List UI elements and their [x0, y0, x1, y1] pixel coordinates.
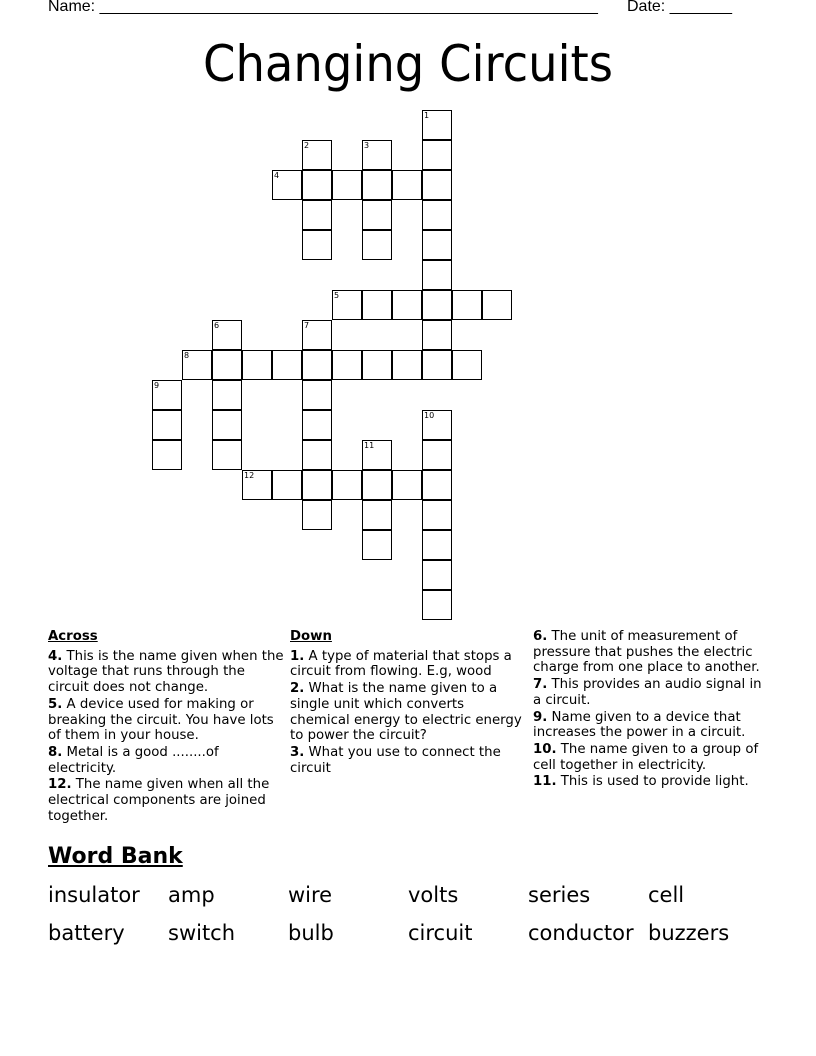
grid-cell[interactable] [272, 350, 302, 380]
grid-cell[interactable] [422, 470, 452, 500]
word-bank-word: conductor [528, 921, 634, 945]
grid-cell[interactable] [302, 440, 332, 470]
word-bank-word: buzzers [648, 921, 730, 945]
clue-item [290, 649, 526, 680]
grid-cell[interactable] [392, 350, 422, 380]
grid-cell[interactable] [422, 590, 452, 620]
grid-cell[interactable] [212, 320, 242, 350]
grid-cell[interactable] [302, 140, 332, 170]
grid-cell[interactable] [422, 260, 452, 290]
clue-item-text: What is the name given to a single unit which converts chemical energy to electric energy to power the circuit? [290, 681, 522, 744]
grid-cell[interactable] [362, 290, 392, 320]
clue-item [533, 629, 769, 676]
grid-cell[interactable] [152, 440, 182, 470]
grid-cell[interactable] [422, 530, 452, 560]
word-bank-word: battery [48, 921, 125, 945]
clue-item-text: This is used to provide light. [556, 774, 749, 790]
clue-number: 9 [154, 381, 160, 390]
grid-cell[interactable] [362, 200, 392, 230]
grid-cell[interactable] [332, 170, 362, 200]
clue-number: 8 [184, 351, 190, 360]
across-heading: Across [48, 629, 98, 644]
grid-cell[interactable] [422, 110, 452, 140]
grid-cell[interactable] [422, 500, 452, 530]
word-bank-word: amp [168, 883, 215, 907]
grid-cell[interactable] [302, 500, 332, 530]
clue-item-number: 5. [48, 696, 63, 712]
grid-cell[interactable] [482, 290, 512, 320]
clue-item-number: 12. [48, 777, 72, 793]
grid-cell[interactable] [422, 320, 452, 350]
grid-cell[interactable] [422, 440, 452, 470]
name-date-line [48, 0, 768, 20]
clue-item-text: This is the name given when the voltage that runs through the circuit does not change. [48, 648, 284, 696]
word-bank-word: series [528, 883, 591, 907]
across-clues [48, 629, 284, 825]
grid-cell[interactable] [392, 470, 422, 500]
grid-cell[interactable] [422, 410, 452, 440]
grid-cell[interactable] [212, 380, 242, 410]
grid-cell[interactable] [212, 350, 242, 380]
clue-item-number: 2. [290, 681, 305, 697]
clue-item [48, 777, 284, 824]
clue-item [533, 677, 769, 708]
grid-cell[interactable] [272, 470, 302, 500]
clue-item-text: The unit of measurement of pressure that pushes the electric charge from one place to another. [533, 629, 760, 676]
word-bank-word: volts [408, 883, 459, 907]
grid-cell[interactable] [452, 350, 482, 380]
clue-number: 10 [424, 411, 435, 420]
clue-item-number: 3. [290, 744, 305, 760]
word-bank-word: bulb [288, 921, 334, 945]
grid-cell[interactable] [152, 410, 182, 440]
clue-item-text: A device used for making or breaking the circuit. You have lots of them in your house. [48, 696, 274, 744]
grid-cell[interactable] [302, 230, 332, 260]
grid-cell[interactable] [362, 230, 392, 260]
date-label: Date: _______ [627, 0, 732, 15]
grid-cell[interactable] [422, 290, 452, 320]
clue-item-text: This provides an audio signal in a circuit. [533, 677, 762, 708]
grid-cell[interactable] [332, 470, 362, 500]
clue-item-number: 11. [533, 774, 557, 790]
grid-cell[interactable] [302, 470, 332, 500]
clue-number: 3 [364, 141, 370, 150]
word-bank-word: switch [168, 921, 236, 945]
grid-cell[interactable] [362, 530, 392, 560]
clue-number: 6 [214, 321, 220, 330]
clue-number: 2 [304, 141, 310, 150]
clue-number: 1 [424, 111, 430, 120]
clue-item [533, 742, 769, 773]
clue-number: 4 [274, 171, 280, 180]
down-clues [290, 629, 526, 777]
word-bank-title: Word Bank [48, 844, 183, 869]
grid-cell[interactable] [392, 290, 422, 320]
grid-cell[interactable] [302, 320, 332, 350]
grid-cell[interactable] [152, 380, 182, 410]
down-heading: Down [290, 629, 332, 644]
grid-cell[interactable] [302, 410, 332, 440]
clue-item [48, 697, 284, 744]
grid-cell[interactable] [332, 350, 362, 380]
grid-cell[interactable] [422, 560, 452, 590]
grid-cell[interactable] [302, 380, 332, 410]
name-label: Name: ________________________________________________________ [48, 0, 598, 15]
clue-item [48, 745, 284, 776]
grid-cell[interactable] [362, 170, 392, 200]
word-bank-word: wire [288, 883, 333, 907]
grid-cell[interactable] [422, 350, 452, 380]
word-bank-word: circuit [408, 921, 473, 945]
clue-item-text: The name given when all the electrical components are joined together. [48, 777, 270, 824]
word-bank-word: cell [648, 883, 685, 907]
clue-number: 5 [334, 291, 340, 300]
grid-cell[interactable] [302, 350, 332, 380]
clue-item-number: 9. [533, 709, 548, 725]
clue-item [290, 745, 526, 776]
clue-item-number: 7. [533, 677, 548, 693]
clue-item [533, 774, 769, 790]
grid-cell[interactable] [422, 230, 452, 260]
grid-cell[interactable] [332, 290, 362, 320]
clue-item [533, 710, 769, 741]
clue-item-number: 6. [533, 629, 548, 644]
grid-cell[interactable] [362, 500, 392, 530]
grid-cell[interactable] [242, 350, 272, 380]
grid-cell[interactable] [422, 170, 452, 200]
grid-cell[interactable] [392, 170, 422, 200]
clue-item-text: What you use to connect the circuit [290, 744, 501, 776]
down-clues-continued [533, 629, 769, 791]
clue-item [48, 649, 284, 696]
grid-cell[interactable] [362, 440, 392, 470]
grid-cell[interactable] [422, 140, 452, 170]
page-title: Changing Circuits [202, 35, 614, 93]
grid-cell[interactable] [242, 470, 272, 500]
clue-item-text: Metal is a good ........of electricity. [48, 744, 219, 776]
clue-item-number: 4. [48, 648, 63, 664]
clue-item-text: A type of material that stops a circuit from flowing. E.g, wood [290, 648, 512, 680]
clue-number: 7 [304, 321, 310, 330]
clue-item-number: 8. [48, 744, 63, 760]
clue-item-number: 1. [290, 648, 305, 664]
clue-item-text: The name given to a group of cell together in electricity. [533, 741, 759, 773]
grid-cell[interactable] [272, 170, 302, 200]
grid-cell[interactable] [212, 440, 242, 470]
clue-number: 11 [364, 441, 375, 450]
grid-cell[interactable] [452, 290, 482, 320]
grid-cell[interactable] [362, 470, 392, 500]
grid-cell[interactable] [302, 170, 332, 200]
clue-item-number: 10. [533, 741, 557, 757]
grid-cell[interactable] [362, 140, 392, 170]
word-bank-word: insulator [48, 883, 140, 907]
grid-cell[interactable] [362, 350, 392, 380]
clue-item [290, 681, 526, 744]
clue-number: 12 [244, 471, 255, 480]
grid-cell[interactable] [212, 410, 242, 440]
clue-item-text: Name given to a device that increases the power in a circuit. [533, 709, 746, 741]
grid-cell[interactable] [182, 350, 212, 380]
grid-cell[interactable] [302, 200, 332, 230]
grid-cell[interactable] [422, 200, 452, 230]
